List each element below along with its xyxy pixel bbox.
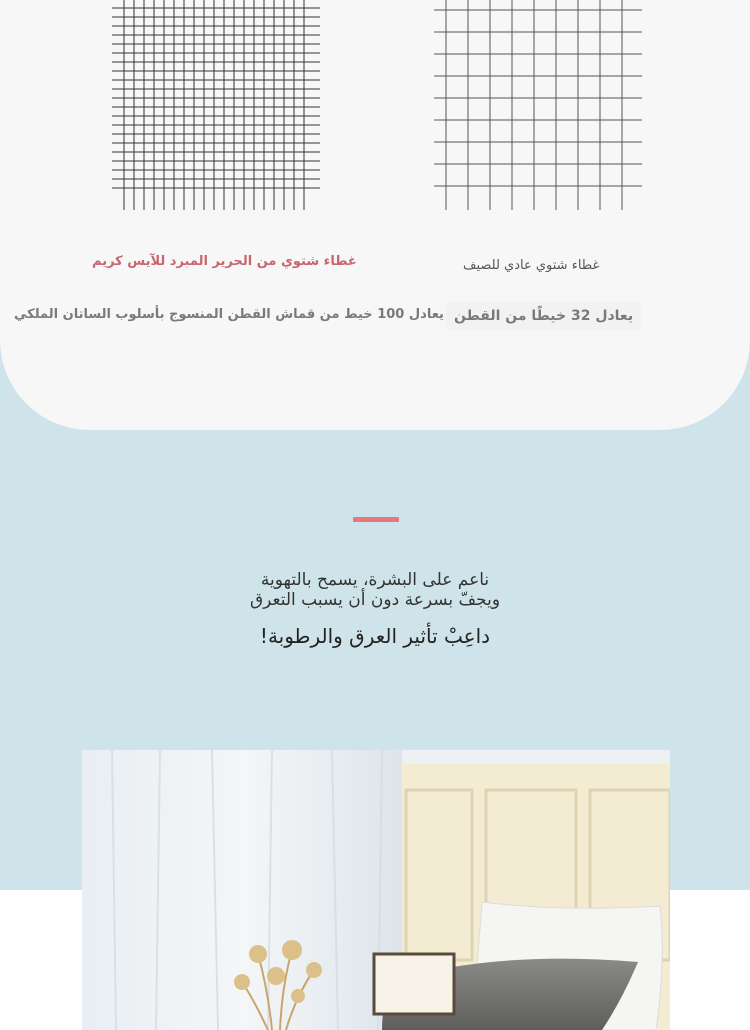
dense-weave-swatch [112, 0, 322, 212]
ice-silk-title: غطاء شتوي من الحرير المبرد للآيس كريم [92, 254, 357, 269]
feature-tagline: داعِبْ تأثير العرق والرطوبة! [259, 624, 491, 648]
ice-silk-desc: يعادل 100 خيط من قماش القطن المنسوج بأسلوب الساتان الملكي [14, 307, 444, 322]
feature-line-2: ويجفّ بسرعة دون أن يسبب التعرق [249, 590, 501, 610]
regular-desc: يعادل 32 خيطًا من القطن [446, 302, 641, 330]
regular-title: غطاء شتوي عادي للصيف [463, 258, 600, 273]
comparison-card [0, 0, 750, 430]
accent-divider [353, 517, 399, 522]
feature-line-1: ناعم على البشرة، يسمح بالتهوية [260, 570, 490, 590]
sparse-weave-swatch [434, 0, 644, 212]
bedroom-photo [82, 750, 670, 1030]
